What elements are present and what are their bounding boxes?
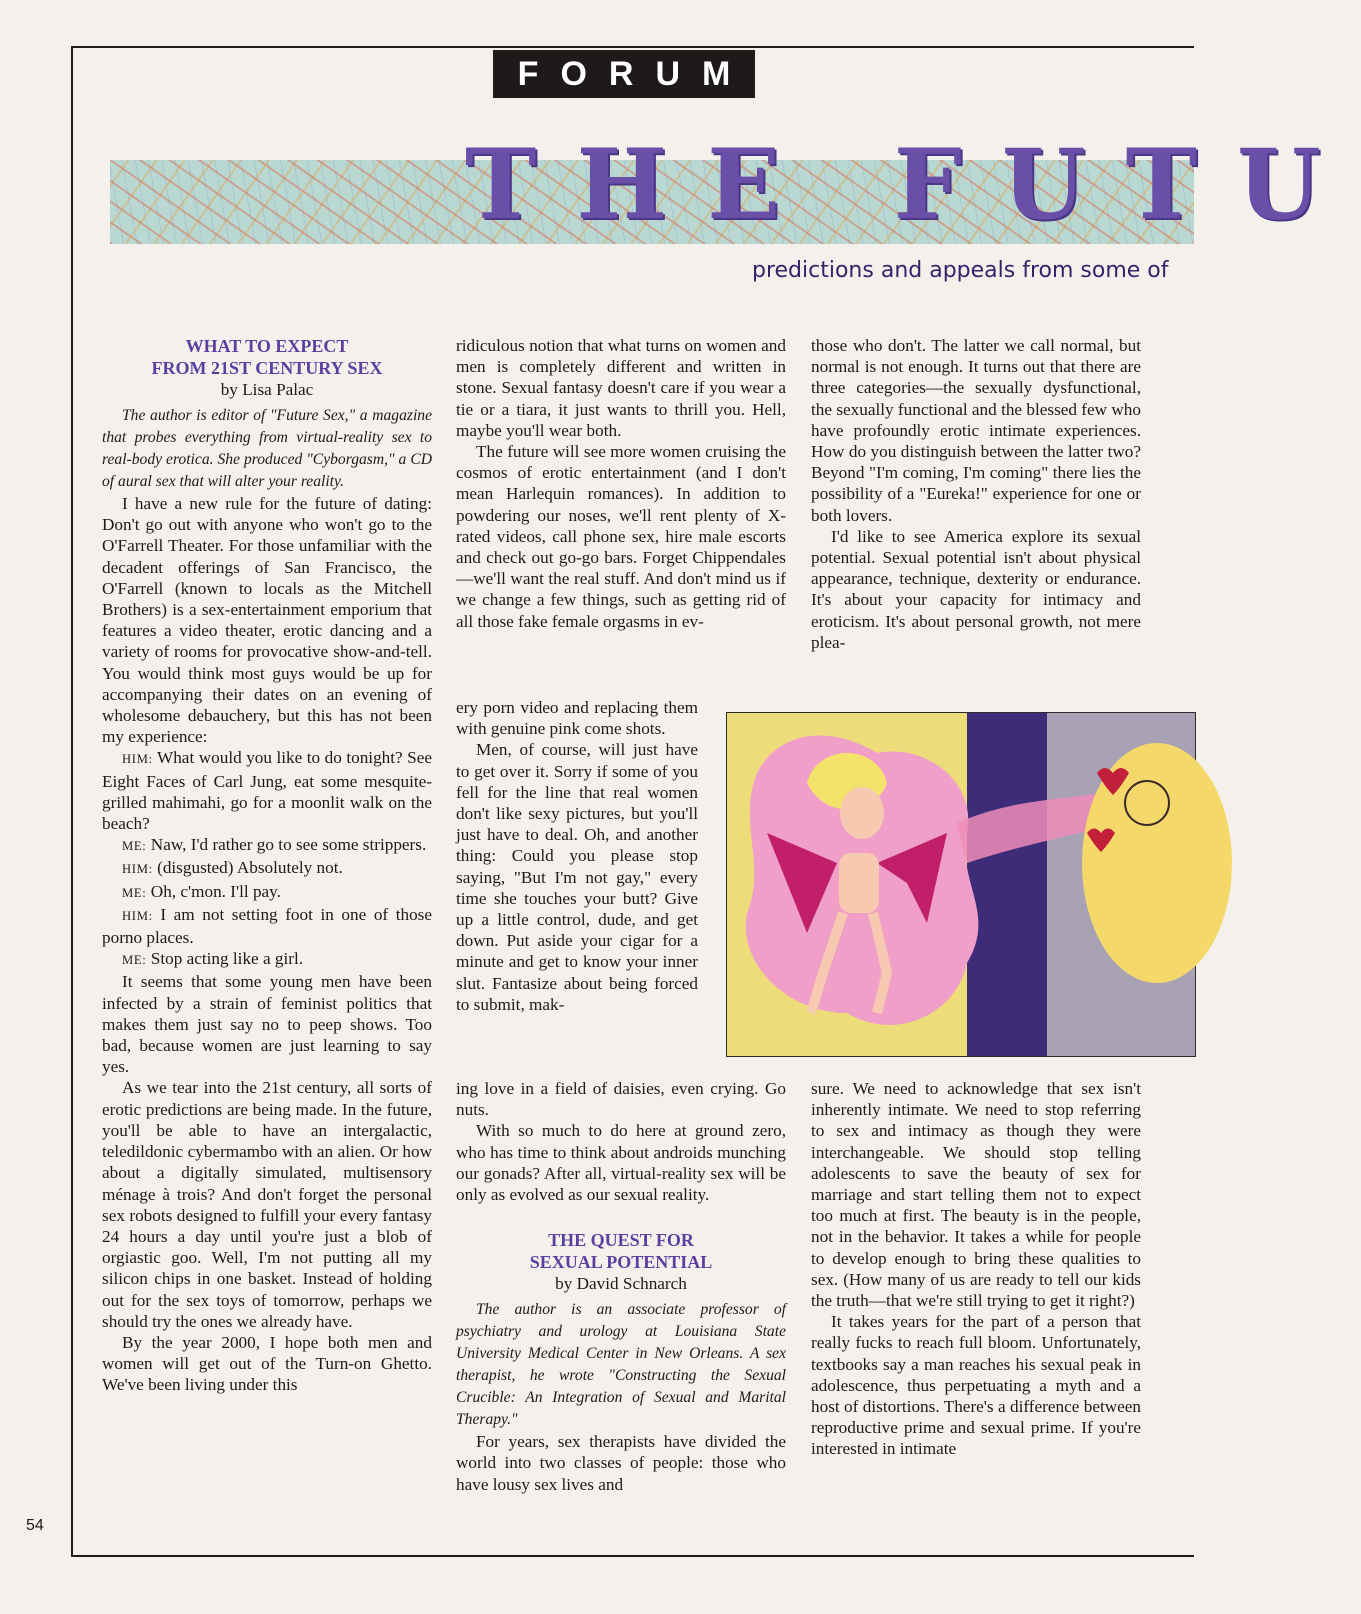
subtitle: predictions and appeals from some of [752, 258, 1169, 283]
dialogue-line [102, 881, 432, 904]
article1-paragraph: I have a new rule for the future of dating: Don't go out with anyone who won't go to the O'Farrell Theater. For those unfamiliar with the decadent offerings of San Francisco, the O'Farrell (known to locals as the Mitchell Brothers) is a sex-entertainment emporium that features a video theater, erotic dancing and a variety of rooms for provocative show-and-tell. You would think most guys would be up for accompanying their dates on an evening of wholesome debauchery, but this has not been my experience: [102, 494, 432, 747]
article1-paragraph: The future will see more women cruising the cosmos of erotic entertainment (and I don't mean Harlequin romances). In addition to powdering our noses, we'll rent plenty of X-rated videos, call phone sex, hire male escorts and check out go-go bars. Forget Chippendales—we'll want the real stuff. And don't mind us if we change a few things, such as getting rid of all those fake female orgasms in ev- [456, 442, 786, 631]
article2-heading-line2: SEXUAL POTENTIAL [529, 1252, 713, 1273]
dialogue-line [102, 834, 432, 857]
dialogue-text: I am not setting foot in one of those porno places. [102, 904, 432, 948]
article1-paragraph: With so much to do here at ground zero, who has time to think about androids munching our gonads? After all, virtual-reality sex will be only as evolved as our sexual reality. [456, 1121, 786, 1205]
column-2-top [456, 335, 786, 632]
frame-bottom-rule [71, 1555, 1194, 1557]
pop-art-illustration [726, 712, 1196, 1057]
dialogue-text: Naw, I'd rather go to see some strippers. [146, 835, 427, 855]
article1-paragraph: ridiculous notion that what turns on women and men is completely different and written in stone. Sexual fantasy doesn't care if you wear a tie or a tiara, it just wants to thrill you. Hell, maybe you'll wear both. [456, 336, 786, 440]
article2-intro: The author is an associate professor of psychiatry and urology at Louisiana State University Medical Center in New Orleans. A sex therapist, he wrote "Constructing the Sexual Crucible: An Integration of Sexual and Marital Therapy." [456, 1301, 786, 1429]
article1-paragraph: Men, of course, will just have to get over it. Sorry if some of you fell for the line that real women don't like sexy pictures, but you'll just have to deal. Oh, and another thing: Could you please stop saying, "But I'm not gay," every time she touches your butt? Give up a little control, dude, and get down. Put aside your cigar for a minute and get to know your inner slut. Fantasize about being forced to submit, mak- [456, 740, 698, 1014]
dialogue-text: Oh, c'mon. I'll pay. [146, 881, 281, 901]
article1-paragraph: ery porn video and replacing them with genuine pink come shots. [456, 698, 698, 739]
article2-paragraph: For years, sex therapists have divided the world into two classes of people: those who have lousy sex lives and [456, 1432, 786, 1494]
article2-byline: by David Schnarch [555, 1274, 687, 1294]
column-3-top [811, 335, 1141, 653]
speaker-tag: HIM: [122, 908, 153, 923]
article1-paragraph: By the year 2000, I hope both men and women will get out of the Turn-on Ghetto. We've been living under this [102, 1332, 432, 1395]
article2-paragraph: It takes years for the part of a person that really fucks to reach full bloom. Unfortunately, textbooks say a man reaches his sexual peak in adolescence, thus perpetuating a myth and a host of distortions. There's a difference between reproductive prime and sexual prime. If you're interested in intimate [811, 1312, 1141, 1459]
column-1 [102, 335, 432, 1396]
article1-heading-line1: WHAT TO EXPECT [185, 336, 349, 356]
article1-paragraph: As we tear into the 21st century, all sorts of erotic predictions are being made. In the future, you'll be able to have an intergalactic, teledildonic cybermambo with an alien. Or how about a digitally simulated, multisensory ménage à trois? And don't forget the personal sex robots designed to fulfill your every fantasy 24 hours a day until you're just a blob of orgiastic goo. Well, I'm not putting all my silicon chips in one basket. Instead of holding out for the sex toys of tomorrow, perhaps we should try the ones we already have. [102, 1078, 432, 1331]
dialogue-text: (disgusted) Absolutely not. [152, 858, 343, 878]
article1-paragraph: ing love in a field of daisies, even crying. Go nuts. [456, 1079, 786, 1120]
banner-title: THE FUTU [465, 128, 1361, 241]
speaker-tag: ME: [122, 885, 147, 900]
dialogue-line [102, 747, 432, 834]
frame-left-rule [71, 46, 73, 1556]
speaker-tag: ME: [122, 953, 147, 968]
article1-intro: The author is editor of "Future Sex," a magazine that probes everything from virtual-reality sex to real-body erotica. She produced "Cyborgasm," a CD of aural sex that will alter your reality. [102, 407, 432, 490]
dialogue-line [102, 857, 432, 880]
dialogue-line [102, 948, 432, 971]
article2-heading-line1: THE QUEST FOR [548, 1230, 694, 1251]
article2-paragraph: I'd like to see America explore its sexual potential. Sexual potential isn't about physical appearance, technique, dexterity or endurance. It's about your capacity for intimacy and eroticism. It's about personal growth, not mere plea- [811, 526, 1141, 652]
column-2-bottom [456, 1078, 786, 1495]
illustration-graphic [727, 713, 1195, 1056]
speaker-tag: ME: [122, 839, 147, 854]
article1-paragraph: It seems that some young men have been infected by a strain of feminist politics that makes them just say no to peep shows. Too bad, because women are just learning to say yes. [102, 972, 432, 1077]
column-3-bottom [811, 1078, 1141, 1460]
speaker-tag: HIM: [122, 752, 153, 767]
article2-paragraph: sure. We need to acknowledge that sex isn't inherently intimate. We need to stop referring to sex and intimacy as though they were interchangeable. We should stop telling adolescents to save the beauty of sex for marriage and start telling them not to expect too much at first. The beauty is in the people, not in the behavior. It takes a while for people to develop enough to bring these qualities to sex. (How many of us are ready to tell our kids the truth—that we're still trying to get it right?) [811, 1079, 1141, 1311]
article1-heading-line2: FROM 21ST CENTURY SEX [151, 358, 383, 378]
dialogue-line [102, 904, 432, 948]
column-2-narrow [456, 697, 698, 1015]
speaker-tag: HIM: [122, 862, 153, 877]
section-label: FORUM [493, 50, 755, 98]
dialogue-text: Stop acting like a girl. [146, 949, 304, 969]
frame-top-rule [71, 46, 1194, 48]
article1-byline: by Lisa Palac [220, 380, 314, 399]
dialogue-text: What would you like to do tonight? See Eight Faces of Carl Jung, eat some mesquite-grilled mahimahi, go for a moonlit walk on the beach? [102, 748, 432, 834]
page-number: 54 [26, 1517, 44, 1534]
article2-paragraph: those who don't. The latter we call normal, but normal is not enough. It turns out that there are three categories—the sexually dysfunctional, the sexually functional and the blessed few who have profoundly erotic intimate experiences. How do you distinguish between the latter two? Beyond "I'm coming, I'm coming" there lies the possibility of a "Eureka!" experience for one or both lovers. [811, 336, 1141, 525]
